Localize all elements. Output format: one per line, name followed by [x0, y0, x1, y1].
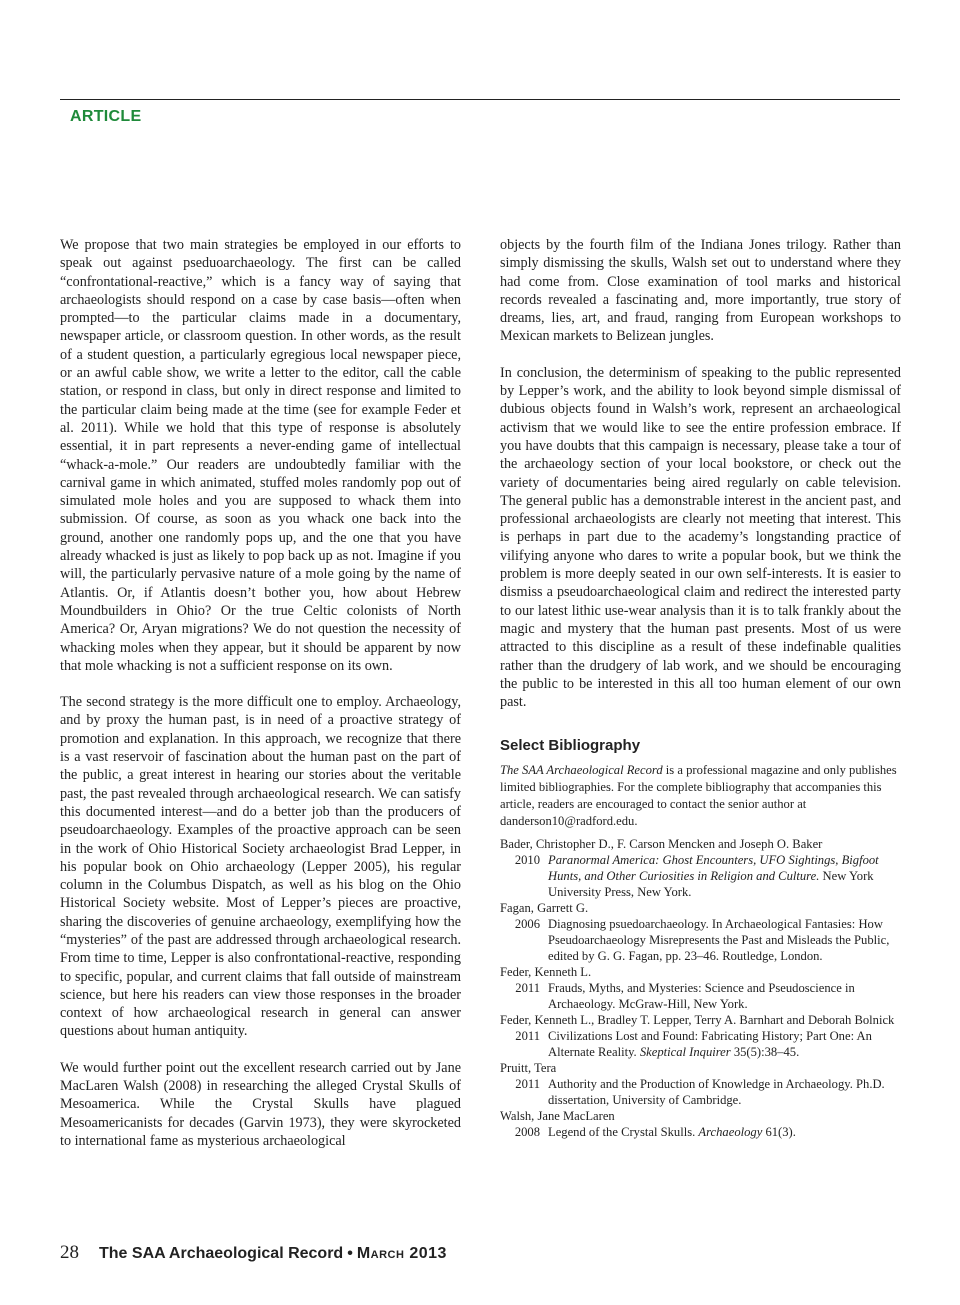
bib-title: Paranormal America: Ghost Encounters, UFO Sightings, Bigfoot Hunts, and Other Curiosities in Religion and Culture. — [548, 853, 879, 884]
bibliography-note — [500, 762, 901, 830]
right-column — [500, 236, 901, 1140]
paragraph: The second strategy is the more difficult one to employ. Archaeology, and by proxy the human past, is in need of a proactive strategy of promotion and explanation. In this approach, we recognize that there is a vast reservoir of fascination about the human past on the part of the public, a great interest in hearing our stories about the veritable past, the past revealed through archaeological research. We can satisfy this documented interest—and do a better job than the producers of pseudoarchaeology. Examples of the proactive approach can be seen in the work of Ohio Historical Society archaeologist Brad Lepper, in his popular book on Ohio archaeology (Lepper 2005), his regular column in the Columbus Dispatch, as well as his blog on the Ohio Historical Society website. Most of Lepper’s pieces are proactive, sharing the discoveries of genuine archaeology, exemplifying how the “mysteries” of the past are addressed through archaeological research. From time to time, Lepper is also confrontational-reactive, responding to specific, popular, and current claims that fall outside of mainstream science, but here his readers can view those responses in the broader context of how archaeological research in general can answer questions about human antiquity. — [60, 694, 461, 1040]
bib-year: 2011 — [515, 1077, 540, 1092]
bib-rest: New York University Press, New York. — [548, 869, 874, 900]
paragraph: We propose that two main strategies be employed in our efforts to speak out against pseduoarchaeology. The first can be called “confrontational-reactive,” which is a fancy way of saying that archaeologists should respond on a case by case basis—often when prompted—to the particular claims made in a documentary, newspaper article, or classroom question. In other words, as the result of a student question, a particularly egregious local newspaper piece, or an awful cable show, we write a letter to the editor, call the cable station, or respond in class, but only in direct response and limited to the particular claim being made at the time (see for example Feder et al. 2011). While we hold that this type of response is absolutely essential, it in part represents a never-ending game of intellectual “whack-a-mole.” Our readers are undoubtedly familiar with the carnival game in which animated, stuffed moles randomly pop out of simulated mole holes and you are supposed to whack them into submission. Of course, as soon as you whack one back into the ground, another one randomly pops up, and the one that you have already whacked is just as likely to pop back up as not. Imagine if you will, the particularly pervasive nature of a mole going by the name of Atlantis. Or, if Atlantis doesn’t bother you, how about Hebrew Moundbuilders in Ohio? Or the true Celtic colonists of North America? Or, Aryan migrations? We do not question the necessity of whacking moles when they appear, but it should be apparent by now that mole whacking is not a sufficient response on its own. — [60, 237, 461, 674]
bib-citation: Authority and the Production of Knowledge in Archaeology. Ph.D. dissertation, University of Cambridge. — [548, 1077, 885, 1108]
left-column — [60, 236, 461, 1168]
bib-rest: Civilizations Lost and Found: Fabricating History; Part One: An Alternate Reality. — [548, 1029, 872, 1060]
bib-author: Pruitt, Tera — [500, 1061, 557, 1076]
bib-journal: Archaeology — [698, 1125, 763, 1140]
bib-citation — [548, 1028, 901, 1060]
section-label: ARTICLE — [70, 108, 142, 125]
bib-journal-rest: 61(3). — [762, 1125, 796, 1140]
bib-citation: Diagnosing psuedoarchaeology. In Archaeological Fantasies: How Pseudoarchaeology Misrepresents the Past and Misleads the Public, edited by G. G. Fagan, pp. 23–46. Routledge, London. — [548, 917, 890, 964]
paragraph: We would further point out the excellent research carried out by Jane MacLaren Walsh (2008) in researching the alleged Crystal Skulls of Mesoamerica. While the Crystal Skulls have plagued Mesoamericanists for decades (Garvin 1973), they were skyrocketed to international fame as mysterious archaeological — [60, 1059, 461, 1149]
bib-journal: Skeptical Inquirer — [639, 1045, 731, 1060]
magazine-title: The SAA Archaeological Record — [500, 763, 663, 778]
page-footer — [60, 1242, 447, 1264]
bib-author: Feder, Kenneth L., Bradley T. Lepper, Terry A. Barnhart and Deborah Bolnick — [500, 1013, 895, 1028]
bib-year: 2006 — [514, 917, 540, 932]
publication-title: The SAA Archaeological Record — [99, 1245, 344, 1262]
footer-publication-line — [99, 1245, 447, 1263]
bib-year: 2011 — [515, 1029, 540, 1044]
bib-author: Bader, Christopher D., F. Carson Mencken and Joseph O. Baker — [500, 837, 823, 852]
page-number: 28 — [60, 1242, 79, 1263]
bib-year: 2008 — [514, 1125, 540, 1140]
header-rule — [60, 99, 900, 100]
bibliography-entry — [500, 1108, 901, 1140]
bibliography-entry — [500, 836, 901, 900]
bibliography-entry — [500, 900, 901, 964]
issue-date: March 2013 — [356, 1245, 447, 1262]
bib-year: 2011 — [515, 981, 540, 996]
bib-author: Fagan, Garrett G. — [500, 901, 589, 916]
paragraph: In conclusion, the determinism of speaking to the public represented by Lepper’s work, and the ability to look beyond simple dismissal of dubious objects found in Walsh’s work, represent an archaeological activism that we would like to see the entire profession embrace. If you have doubts that this campaign is necessary, please take a tour of the archaeology section of your local bookstore, or check out the variety of documentaries being aired regularly on cable television. The general public has a demonstrable interest in the ancient past, and professional archaeologists are clearly not meeting that interest. This is perhaps in part due to the academy’s longstanding practice of vilifying anyone who dares to write a popular book, but we think the problem is more deeply seated in our own self-interests. It is easier to dismiss a pseudoarchaeological claim and redirect the interested party to our latest lithic use-wear analysis than it is to talk frankly about the magic and mystery that the human past presents. Most of us were attracted to this discipline as a result of these indefinable qualities rather than the drudgery of lab work, and we should be encouraging the public to be interested in this all too human element of our own past. — [500, 364, 901, 711]
bibliography-note-text: is a professional magazine and only publishes limited bibliographies. For the complete bibliography that accompanies this article, readers are encouraged to contact the senior author at danderson10@radford.edu. — [500, 763, 897, 829]
bib-citation — [548, 852, 901, 900]
bib-author: Walsh, Jane MacLaren — [500, 1109, 615, 1124]
bib-journal-rest: 35(5):38–45. — [730, 1045, 800, 1060]
bibliography-entry — [500, 1060, 901, 1108]
bib-citation — [548, 1124, 901, 1140]
bib-author: Feder, Kenneth L. — [500, 965, 592, 980]
bib-rest: Legend of the Crystal Skulls. — [548, 1125, 696, 1140]
paragraph: objects by the fourth film of the Indiana Jones trilogy. Rather than simply dismissing the skulls, Walsh set out to understand where they had come from. Close examination of tool marks and historical records revealed a fascinating and, more importantly, true story of dreams, lies, art, and fraud, ranging from European workshops to Mexican markets to Belizean jungles. — [500, 237, 901, 345]
bibliography-entry — [500, 1012, 901, 1060]
footer-separator: • — [347, 1245, 353, 1262]
bibliography-heading: Select Bibliography — [500, 737, 641, 755]
bibliography-entry — [500, 964, 901, 1012]
bib-citation: Frauds, Myths, and Mysteries: Science and Pseudoscience in Archaeology. McGraw-Hill, New York. — [548, 981, 855, 1012]
bib-year: 2010 — [514, 853, 540, 868]
